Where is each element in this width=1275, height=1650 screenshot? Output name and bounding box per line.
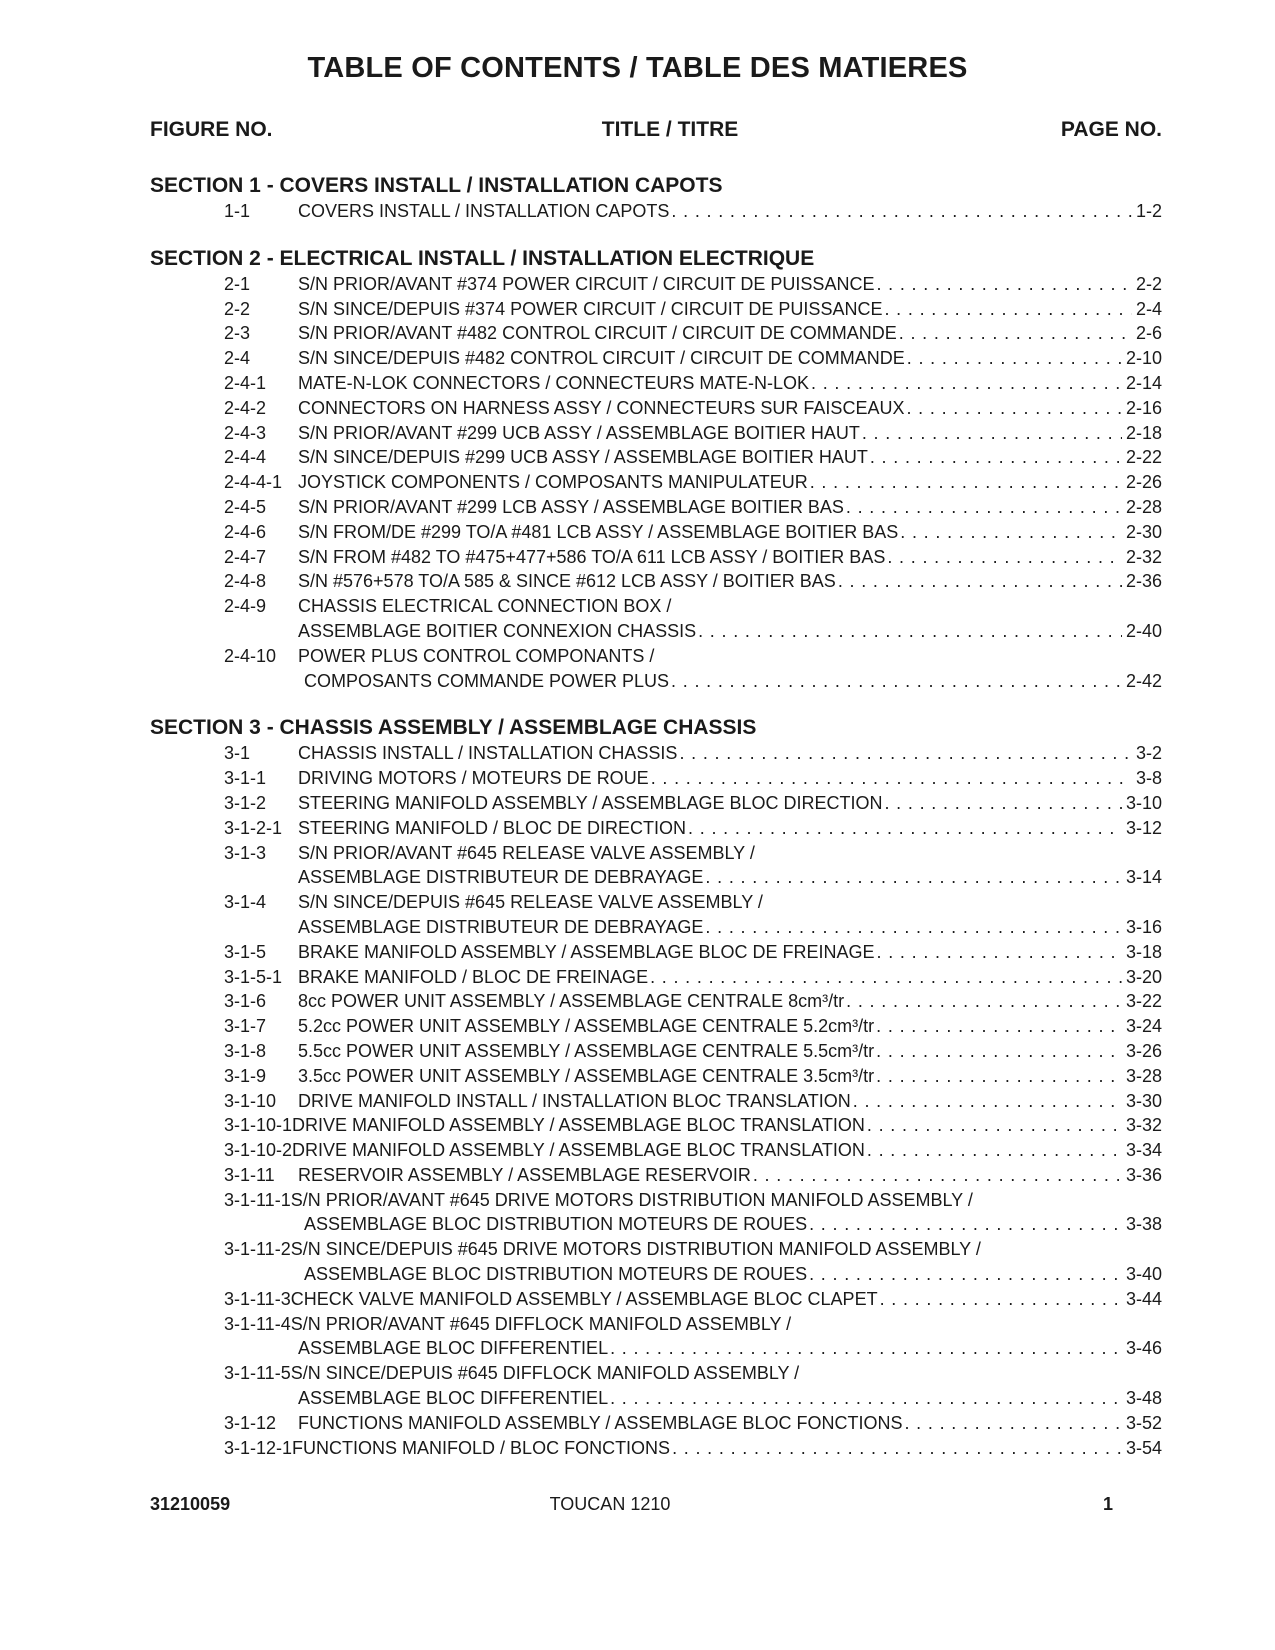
dot-leader [865,1138,1122,1163]
page-number: 2-14 [1125,372,1162,393]
figure-number: 2-4-9 [224,596,267,617]
dot-leader [807,1262,1122,1287]
figure-number: 3-1-10 [224,1090,277,1111]
dot-leader [677,741,1132,766]
toc-section [150,246,1162,694]
figure-number: 3-1-5 [224,941,267,962]
entry-title: CHASSIS INSTALL / INSTALLATION CHASSIS [298,743,678,764]
dot-leader [897,321,1132,346]
page-number: 2-4 [1135,298,1162,319]
page-number: 3-38 [1125,1214,1162,1235]
entry-title: S/N PRIOR/AVANT #374 POWER CIRCUIT / CIRCUIT DE PUISSANCE [298,273,875,294]
figure-number: 2-2 [224,298,251,319]
dot-leader [808,470,1122,495]
footer-doc-number: 31210059 [150,1494,231,1514]
toc-entry[interactable] [150,1014,1162,1039]
page-number: 3-14 [1125,867,1162,888]
page-number: 3-20 [1125,966,1162,987]
page-number: 2-26 [1125,472,1162,493]
figure-number: 2-4 [224,348,251,369]
entry-title: S/N SINCE/DEPUIS #374 POWER CIRCUIT / CIRCUIT DE PUISSANCE [298,298,883,319]
figure-number: 2-4-8 [224,571,267,592]
entry-title: S/N PRIOR/AVANT #299 LCB ASSY / ASSEMBLAGE BOITIER BAS [298,496,844,517]
dot-leader [686,816,1122,841]
toc-entry[interactable] [150,791,1162,816]
page-number: 2-22 [1125,447,1162,468]
page-number: 3-28 [1125,1065,1162,1086]
entry-title: S/N FROM #482 TO #475+477+586 TO/A 611 LCB ASSY / BOITIER BAS [298,546,886,567]
dot-leader [844,495,1122,520]
entry-title: S/N SINCE/DEPUIS #645 RELEASE VALVE ASSEMBLY / [298,892,763,913]
figure-number: 2-4-2 [224,397,267,418]
figure-number: 2-4-1 [224,372,267,393]
dot-leader [882,791,1121,816]
entry-title: COVERS INSTALL / INSTALLATION CAPOTS [298,201,670,221]
toc-entry[interactable] [150,1163,1162,1188]
figure-number: 3-1-2-1 [224,817,283,838]
dot-leader [904,396,1122,421]
header-page-no: PAGE NO. [1060,118,1162,141]
entry-title: 8cc POWER UNIT ASSEMBLY / ASSEMBLAGE CENTRALE 8cm³/tr [298,991,845,1012]
toc-section [150,173,1162,224]
figure-number: 3-1-7 [224,1016,267,1037]
dot-leader [608,1336,1122,1361]
toc-entry[interactable] [150,346,1162,371]
dot-leader [703,915,1122,940]
entry-title: 5.2cc POWER UNIT ASSEMBLY / ASSEMBLAGE CENTRALE 5.2cm³/tr [298,1016,875,1037]
page-number: 3-8 [1135,768,1162,789]
entry-title: S/N FROM/DE #299 TO/A #481 LCB ASSY / ASSEMBLAGE BOITIER BAS [298,521,899,542]
figure-number: 2-4-3 [224,422,267,443]
entry-title: S/N PRIOR/AVANT #645 DRIVE MOTORS DISTRIBUTION MANIFOLD ASSEMBLY / [290,1189,973,1210]
entry-title: ASSEMBLAGE BLOC DISTRIBUTION MOTEURS DE ROUES [304,1264,808,1285]
entry-title: ASSEMBLAGE DISTRIBUTEUR DE DEBRAYAGE [298,867,704,888]
dot-leader [669,669,1122,694]
page-number: 2-40 [1125,620,1162,641]
dot-leader [882,297,1132,322]
toc-entry[interactable] [150,816,1162,841]
toc-entry[interactable] [150,1361,1162,1411]
page-number: 2-2 [1135,273,1162,294]
figure-number: 3-1-10-1 [224,1115,293,1136]
entry-title: 5.5cc POWER UNIT ASSEMBLY / ASSEMBLAGE CENTRALE 5.5cm³/tr [298,1040,875,1061]
entry-title: DRIVE MANIFOLD ASSEMBLY / ASSEMBLAGE BLOC TRANSLATION [292,1140,865,1161]
figure-number: 3-1-11-2 [224,1239,291,1260]
figure-number: 3-1-12-1 [224,1437,293,1458]
dot-leader [874,1064,1122,1089]
entry-title: BRAKE MANIFOLD / BLOC DE FREINAGE [298,966,649,987]
page-number: 3-24 [1125,1016,1162,1037]
entry-title: JOYSTICK COMPONENTS / COMPOSANTS MANIPULATEUR [298,472,808,493]
entry-title: ASSEMBLAGE BLOC DISTRIBUTION MOTEURS DE ROUES [304,1214,808,1235]
entry-title: DRIVE MANIFOLD ASSEMBLY / ASSEMBLAGE BLOC TRANSLATION [292,1115,865,1136]
dot-leader [874,1039,1122,1064]
entry-title: S/N #576+578 TO/A 585 & SINCE #612 LCB ASSY / BOITIER BAS [298,571,836,592]
toc-entry[interactable] [150,445,1162,470]
figure-number: 3-1-5-1 [224,966,283,987]
figure-number: 3-1-11-3 [224,1288,291,1309]
dot-leader [648,965,1122,990]
figure-number: 3-1-10-2 [224,1140,293,1161]
page-number: 3-52 [1125,1412,1162,1433]
page-number: 3-32 [1125,1115,1162,1136]
table-of-contents [150,173,1162,1482]
entry-title: STEERING MANIFOLD ASSEMBLY / ASSEMBLAGE BLOC DIRECTION [298,792,883,813]
figure-number: 3-1-1 [224,768,267,789]
toc-entry[interactable] [150,321,1162,346]
footer-model: TOUCAN 1210 [549,1494,671,1514]
entry-title: S/N PRIOR/AVANT #645 DIFFLOCK MANIFOLD ASSEMBLY / [290,1313,792,1334]
page-number: 2-42 [1125,670,1162,691]
figure-number: 3-1-11-5 [224,1363,291,1384]
toc-entry[interactable] [150,841,1162,891]
toc-entry[interactable] [150,1113,1162,1138]
toc-entry[interactable] [150,569,1162,594]
toc-entry[interactable] [150,1436,1162,1461]
toc-entry[interactable] [150,1089,1162,1114]
entry-title: S/N SINCE/DEPUIS #482 CONTROL CIRCUIT / CIRCUIT DE COMMANDE [298,348,905,369]
page-number: 2-6 [1135,323,1162,344]
figure-number: 3-1-11 [224,1164,275,1185]
dot-leader [608,1386,1122,1411]
toc-entry[interactable] [150,520,1162,545]
dot-leader [844,989,1122,1014]
page-number: 2-28 [1125,496,1162,517]
entry-title: S/N SINCE/DEPUIS #645 DIFFLOCK MANIFOLD ASSEMBLY / [290,1363,800,1384]
section-title: SECTION 1 - COVERS INSTALL / INSTALLATION CAPOTS [150,174,723,197]
figure-number: 1-1 [224,201,251,221]
toc-entry[interactable] [150,297,1162,322]
toc-entry[interactable] [150,495,1162,520]
dot-leader [807,1212,1122,1237]
dot-leader [865,1113,1122,1138]
dot-leader [878,1287,1122,1312]
dot-leader [874,1014,1122,1039]
page-number: 3-22 [1125,991,1162,1012]
entry-title: 3.5cc POWER UNIT ASSEMBLY / ASSEMBLAGE CENTRALE 3.5cm³/tr [298,1065,875,1086]
figure-number: 3-1-6 [224,991,267,1012]
page-number: 3-2 [1135,743,1162,764]
page-number: 2-16 [1125,397,1162,418]
dot-leader [902,1411,1122,1436]
page-number: 2-30 [1125,521,1162,542]
entry-title: RESERVOIR ASSEMBLY / ASSEMBLAGE RESERVOIR [298,1164,751,1185]
toc-entry[interactable] [150,421,1162,446]
toc-entry[interactable] [150,199,1162,224]
dot-leader [703,865,1122,890]
page-number: 3-44 [1125,1288,1162,1309]
dot-leader [696,619,1122,644]
toc-entry[interactable] [150,989,1162,1014]
page-number: 1-2 [1135,201,1162,221]
entry-title: DRIVE MANIFOLD INSTALL / INSTALLATION BLOC TRANSLATION [298,1090,851,1111]
entry-title: STEERING MANIFOLD / BLOC DE DIRECTION [298,817,687,838]
page-number: 3-26 [1125,1040,1162,1061]
toc-entry[interactable] [150,594,1162,644]
toc-entry[interactable] [150,1039,1162,1064]
toc-entry[interactable] [150,1138,1162,1163]
toc-entry[interactable] [150,1188,1162,1238]
toc-entry[interactable] [150,1064,1162,1089]
page-number: 3-36 [1125,1164,1162,1185]
page-number: 2-18 [1125,422,1162,443]
entry-title: DRIVING MOTORS / MOTEURS DE ROUE [298,768,649,789]
section-title: SECTION 2 - ELECTRICAL INSTALL / INSTALLATION ELECTRIQUE [150,246,815,270]
page-number: 3-34 [1125,1140,1162,1161]
entry-title: S/N PRIOR/AVANT #299 UCB ASSY / ASSEMBLAGE BOITIER HAUT [298,422,860,443]
dot-leader [868,445,1122,470]
dot-leader [898,520,1122,545]
entry-title: CHASSIS ELECTRICAL CONNECTION BOX / [298,596,672,617]
toc-entry[interactable] [150,890,1162,940]
entry-title: MATE-N-LOK CONNECTORS / CONNECTEURS MATE-N-LOK [298,372,810,393]
figure-number: 2-3 [224,323,251,344]
entry-title: CHECK VALVE MANIFOLD ASSEMBLY / ASSEMBLAGE BLOC CLAPET [290,1288,878,1309]
entry-title: FUNCTIONS MANIFOLD / BLOC FONCTIONS [292,1437,671,1458]
dot-leader [860,421,1122,446]
dot-leader [836,569,1122,594]
dot-leader [875,940,1122,965]
toc-entry[interactable] [150,644,1162,694]
entry-title: ASSEMBLAGE BLOC DIFFERENTIEL [298,1388,609,1409]
dot-leader [669,199,1132,224]
entry-title: ASSEMBLAGE BOITIER CONNEXION CHASSIS [298,620,697,641]
dot-leader [905,346,1122,371]
dot-leader [851,1089,1122,1114]
entry-title: S/N SINCE/DEPUIS #645 DRIVE MOTORS DISTRIBUTION MANIFOLD ASSEMBLY / [290,1239,981,1260]
toc-entry[interactable] [150,371,1162,396]
page-number: 3-30 [1125,1090,1162,1111]
figure-number: 2-4-7 [224,546,267,567]
entry-title: ASSEMBLAGE BLOC DIFFERENTIEL [298,1338,609,1359]
toc-entry[interactable] [150,1287,1162,1312]
figure-number: 2-4-6 [224,521,267,542]
page-number: 3-12 [1125,817,1162,838]
header-title: TITLE / TITRE [601,118,739,141]
dot-leader [874,272,1132,297]
page-number: 2-36 [1125,571,1162,592]
figure-number: 3-1-8 [224,1040,267,1061]
page-number: 3-46 [1125,1338,1162,1359]
page-number: 3-40 [1125,1264,1162,1285]
entry-title: BRAKE MANIFOLD ASSEMBLY / ASSEMBLAGE BLOC DE FREINAGE [298,941,875,962]
toc-entry[interactable] [150,741,1162,766]
entry-title: POWER PLUS CONTROL COMPONANTS / [298,645,655,666]
figure-number: 3-1-12 [224,1412,277,1433]
toc-entry[interactable] [150,1312,1162,1362]
footer-page-number: 1 [1102,1494,1113,1514]
entry-title: S/N PRIOR/AVANT #645 RELEASE VALVE ASSEMBLY / [298,842,755,863]
page-number: 3-10 [1125,792,1162,813]
figure-number: 3-1-11-4 [224,1313,291,1334]
figure-number: 3-1-11-1 [224,1189,291,1210]
dot-leader [670,1436,1122,1461]
toc-entry[interactable] [150,965,1162,990]
figure-number: 3-1 [224,743,251,764]
figure-number: 2-4-5 [224,496,267,517]
page-number: 3-54 [1125,1437,1162,1458]
page-number: 3-48 [1125,1388,1162,1409]
page-number: 2-10 [1125,348,1162,369]
page-number: 3-16 [1125,916,1162,937]
page-number: 2-32 [1125,546,1162,567]
entry-title: COMPOSANTS COMMANDE POWER PLUS [304,670,670,691]
page-number: 3-18 [1125,941,1162,962]
page-title: TABLE OF CONTENTS / TABLE DES MATIERES [307,52,968,84]
entry-title: ASSEMBLAGE DISTRIBUTEUR DE DEBRAYAGE [298,916,704,937]
dot-leader [751,1163,1122,1188]
dot-leader [649,766,1132,791]
figure-number: 3-1-9 [224,1065,267,1086]
toc-entry[interactable] [150,272,1162,297]
figure-number: 2-4-4-1 [224,472,283,493]
entry-title: FUNCTIONS MANIFOLD ASSEMBLY / ASSEMBLAGE BLOC FONCTIONS [298,1412,903,1433]
toc-entry[interactable] [150,1237,1162,1287]
header-figure-no: FIGURE NO. [150,118,273,141]
toc-entry[interactable] [150,545,1162,570]
toc-entry[interactable] [150,766,1162,791]
entry-title: S/N PRIOR/AVANT #482 CONTROL CIRCUIT / CIRCUIT DE COMMANDE [298,323,897,344]
dot-leader [809,371,1122,396]
section-title: SECTION 3 - CHASSIS ASSEMBLY / ASSEMBLAGE CHASSIS [150,716,757,740]
figure-number: 3-1-2 [224,792,267,813]
dot-leader [885,545,1122,570]
toc-entry[interactable] [150,1411,1162,1436]
entry-title: CONNECTORS ON HARNESS ASSY / CONNECTEURS SUR FAISCEAUX [298,397,905,418]
figure-number: 3-1-4 [224,892,267,913]
figure-number: 2-1 [224,273,251,294]
figure-number: 3-1-3 [224,842,267,863]
toc-entry[interactable] [150,396,1162,421]
figure-number: 2-4-4 [224,447,267,468]
figure-number: 2-4-10 [224,645,277,666]
toc-section [150,715,1162,1460]
toc-entry[interactable] [150,940,1162,965]
toc-entry[interactable] [150,470,1162,495]
entry-title: S/N SINCE/DEPUIS #299 UCB ASSY / ASSEMBLAGE BOITIER HAUT [298,447,868,468]
